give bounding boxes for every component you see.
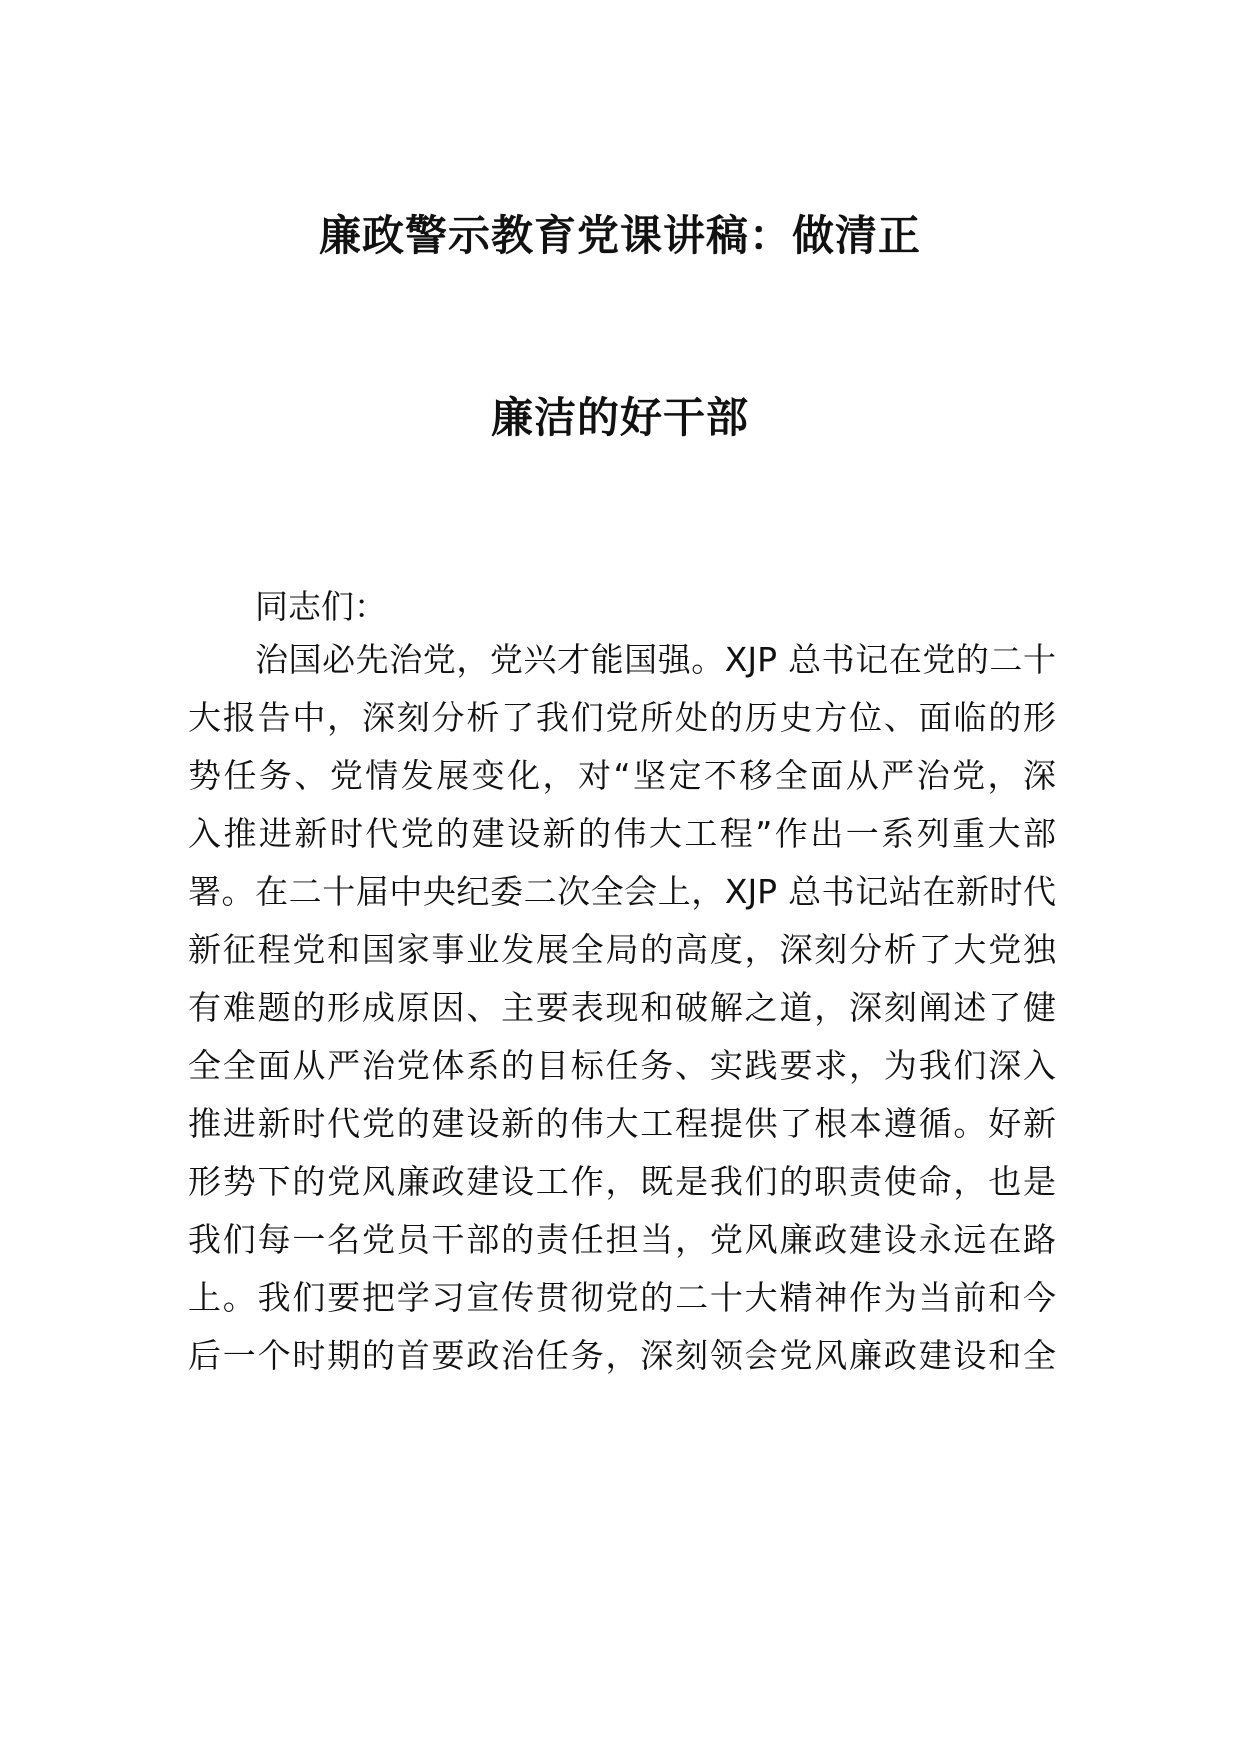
document-title-line-1: 廉政警示教育党课讲稿：做清正 [318,211,921,260]
paragraph-line: 大报告中，深刻分析了我们党所处的历史方位、面临的形 [188,698,1056,737]
paragraph-line: 我们每一名党员干部的责任担当，党风廉政建设永远在路 [188,1220,1056,1259]
paragraph-line: 治国必先治党，党兴才能国强。XJP 总书记在党的二十 [255,640,1056,679]
paragraph-line: 形势下的党风廉政建设工作，既是我们的职责使命，也是 [188,1162,1056,1201]
salutation: 同志们： [255,587,387,626]
paragraph-line: 推进新时代党的建设新的伟大工程提供了根本遵循。好新 [188,1104,1056,1143]
paragraph-line: 署。在二十届中央纪委二次全会上，XJP 总书记站在新时代 [188,872,1056,911]
document-title-line-2: 廉洁的好干部 [490,393,749,442]
paragraph-line: 全全面从严治党体系的目标任务、实践要求，为我们深入 [188,1046,1056,1085]
paragraph-line: 新征程党和国家事业发展全局的高度，深刻分析了大党独 [188,930,1056,969]
paragraph-line: 后一个时期的首要政治任务，深刻领会党风廉政建设和全 [188,1336,1056,1375]
paragraph-line: 入推进新时代党的建设新的伟大工程”作出一系列重大部 [188,814,1056,853]
paragraph-line: 有难题的形成原因、主要表现和破解之道，深刻阐述了健 [188,988,1056,1027]
paragraph-line: 上。我们要把学习宣传贯彻党的二十大精神作为当前和今 [188,1278,1056,1317]
paragraph-line: 势任务、党情发展变化，对“坚定不移全面从严治党，深 [188,756,1056,795]
